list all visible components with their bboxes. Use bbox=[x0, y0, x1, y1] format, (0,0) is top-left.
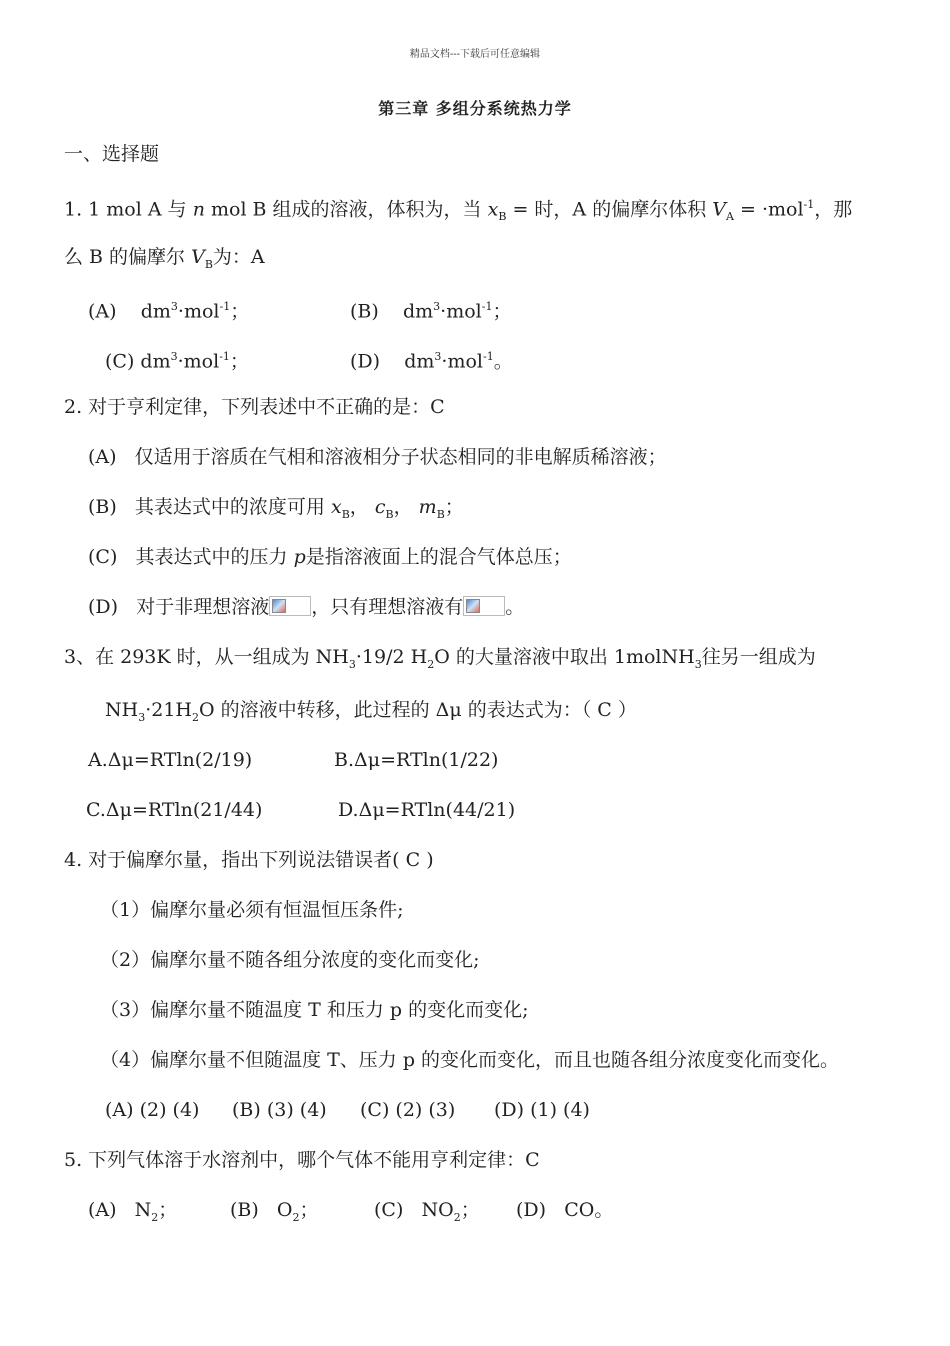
q3-option-d: D.Δμ=RTln(44/21) bbox=[338, 799, 516, 821]
q4-option-c: (C) (2) (3) bbox=[360, 1099, 456, 1121]
q5-option-c: (C) $NO_2$； bbox=[374, 1199, 480, 1224]
chapter-title: 第三章 多组分系统热力学 bbox=[378, 99, 572, 118]
q3-option-c: C.Δμ=RTln(21/44) bbox=[86, 799, 263, 821]
q3-option-b: B.Δμ=RTln(1/22) bbox=[334, 749, 499, 771]
q4-stem: 4. 对于偏摩尔量，指出下列说法错误者( C ) bbox=[64, 849, 434, 871]
q1-stem-line2: 么 B 的偏摩尔 $V_B$为：A bbox=[64, 246, 265, 271]
q1-option-a: (A) $dm^3\cdot mol^{-1}$； bbox=[88, 300, 250, 323]
q5-option-b: (B) $O_2$； bbox=[230, 1199, 319, 1224]
q2-option-a: (A) 仅适用于溶质在气相和溶液相分子状态相同的非电解质稀溶液； bbox=[88, 446, 667, 468]
q5-option-d: (D) CO。 bbox=[516, 1199, 614, 1221]
q4-option-a: (A) (2) (4) bbox=[105, 1099, 200, 1121]
q2-option-d: (D) 对于非理想溶液 ，只有理想溶液有 。 bbox=[88, 596, 525, 618]
q5-option-a: (A) $N_2$； bbox=[88, 1199, 178, 1224]
q3-option-a: A.Δμ=RTln(2/19) bbox=[88, 749, 253, 771]
q3-stem-line2: $NH_3\cdot 21H_2O$ 的溶液中转移，此过程的 Δμ 的表达式为：（ C ） bbox=[105, 699, 637, 724]
q1-option-c: (C) $dm^3\cdot mol^{-1}$； bbox=[105, 350, 249, 373]
section-heading: 一、选择题 bbox=[64, 143, 160, 165]
q2-option-b: (B) 其表达式中的浓度可用 $x_B$， $c_B$， $m_B$； bbox=[88, 496, 464, 521]
q4-option-d: (D) (1) (4) bbox=[494, 1099, 590, 1121]
q2-option-c: (C) 其表达式中的压力 p是指溶液面上的混合气体总压； bbox=[88, 546, 572, 568]
q1-option-b: (B) $dm^3\cdot mol^{-1}$； bbox=[350, 300, 512, 323]
q2-stem: 2. 对于亨利定律，下列表述中不正确的是：C bbox=[64, 396, 445, 418]
page-header: 精品文档---下载后可任意编辑 bbox=[409, 49, 541, 60]
q5-stem: 5. 下列气体溶于水溶剂中，哪个气体不能用亨利定律：C bbox=[64, 1149, 540, 1171]
q4-statement-4: （4）偏摩尔量不但随温度 T、压力 p 的变化而变化，而且也随各组分浓度变化而变化。 bbox=[100, 1049, 840, 1071]
q1-option-d: (D) $dm^3\cdot mol^{-1}$。 bbox=[350, 350, 513, 373]
q4-statement-3: （3）偏摩尔量不随温度 T 和压力 p 的变化而变化; bbox=[100, 999, 529, 1021]
q4-statement-1: （1）偏摩尔量必须有恒温恒压条件; bbox=[100, 899, 404, 921]
broken-image-icon bbox=[463, 596, 505, 616]
broken-image-icon bbox=[269, 596, 311, 616]
q3-stem-line1: 3、在 293K 时，从一组成为 $NH_3\cdot 19/2$ $H_2O$ 的大量溶液中取出 1molNH$_3$往另一组成为 bbox=[64, 646, 816, 671]
q4-statement-2: （2）偏摩尔量不随各组分浓度的变化而变化; bbox=[100, 949, 480, 971]
q1-stem-line1: 1. 1 mol A 与 n mol B 组成的溶液，体积为，当 $x_B$ = 时，A 的偏摩尔体积 $V_A = \cdot mol^{-1}$，那 bbox=[64, 198, 853, 224]
q4-option-b: (B) (3) (4) bbox=[232, 1099, 327, 1121]
